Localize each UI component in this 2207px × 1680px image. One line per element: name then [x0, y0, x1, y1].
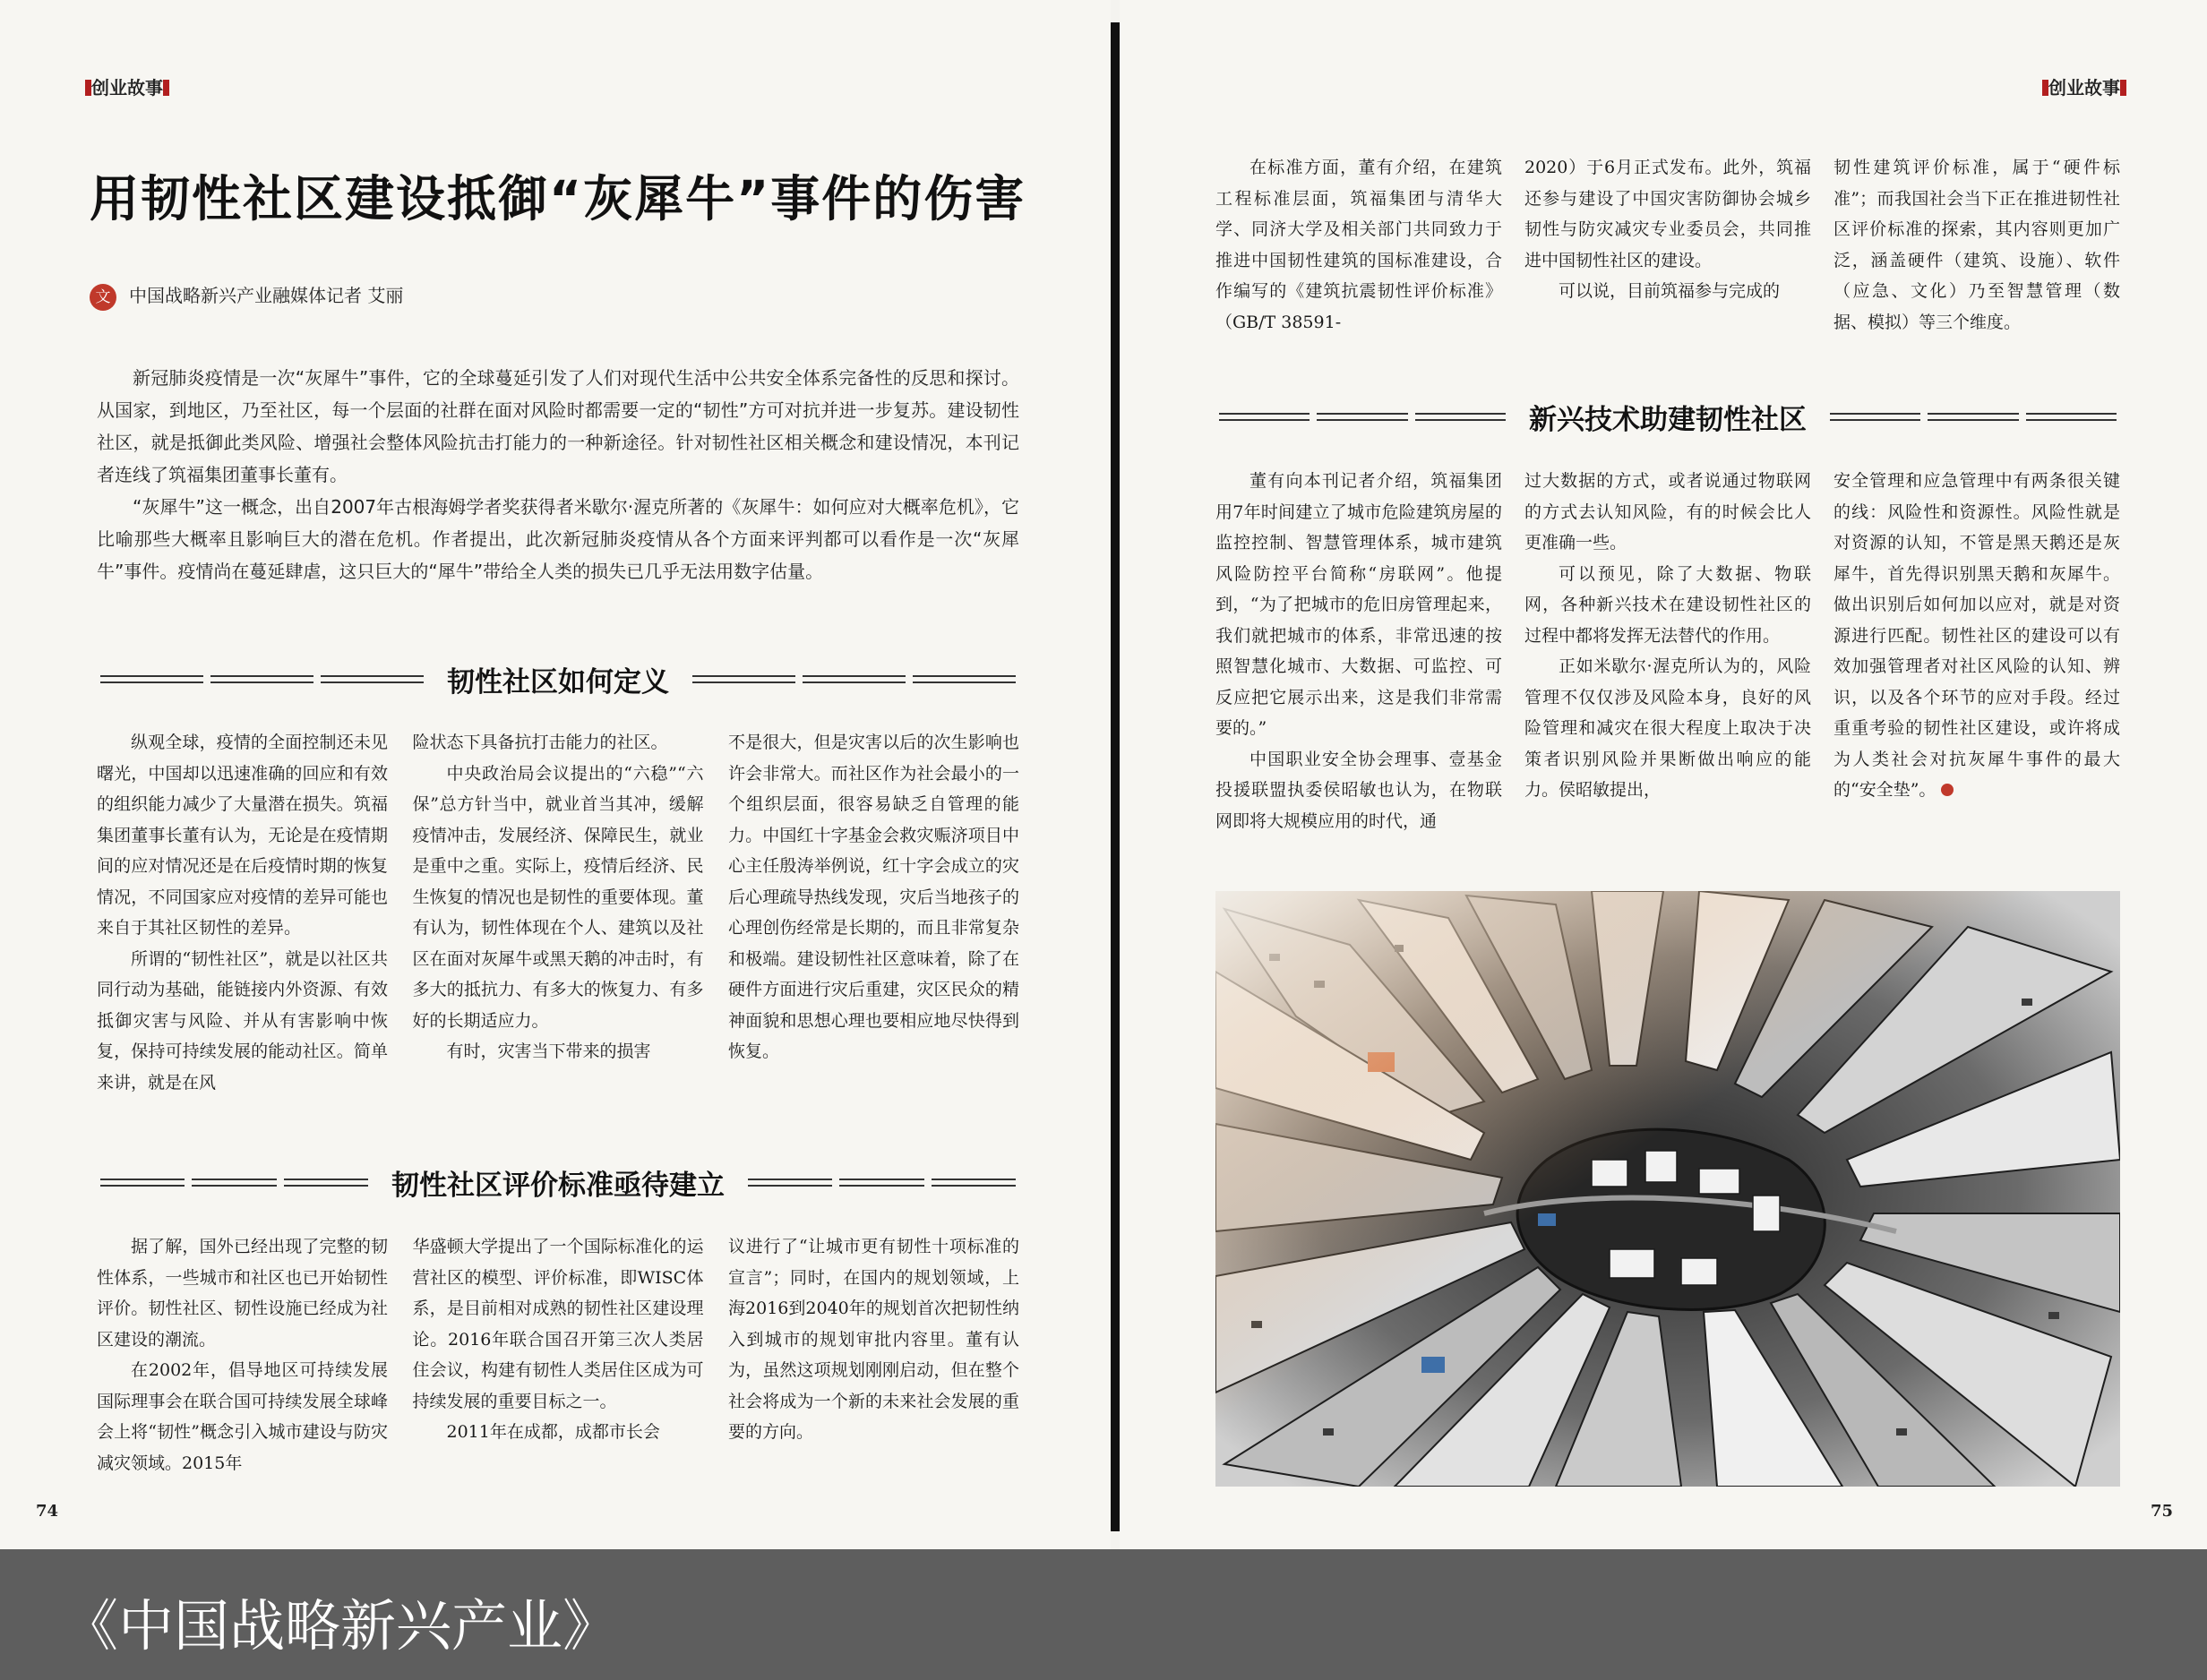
subheading-standards: [97, 1164, 1019, 1200]
paragraph: 纵观全球，疫情的全面控制还未见曙光，中国却以迅速准确的回应和有效的组织能力减少了大量潜在损失。筑福集团董事长董有认为，无论是在疫情期间的应对情况还是在后疫情时期的恢复情况，不同国家应对疫情的差异可能也来自于其社区韧性的差异。: [97, 733, 388, 938]
column: [413, 727, 704, 1130]
paragraph: 议进行了“让城市更有韧性十项标准的宣言”；同时，在国内的规划领域，上海2016到2040年的规划首次把韧性纳入到城市的规划审批内容里。董有认为，虽然这项规划刚刚启动，但在整个社会将成为一个新的未来社会发展的重要的方向。: [728, 1237, 1019, 1442]
subheading-text: 韧性社区如何定义: [447, 665, 669, 699]
end-mark-icon: [1941, 784, 1954, 796]
column: [1833, 466, 2120, 842]
paragraph: 正如米歇尔·渥克所认为的，风险管理不仅仅涉及风险本身，良好的风险管理和减灾在很大程度上取决于决策者识别风险并果断做出响应的能力。侯昭敏提出，: [1524, 656, 1811, 800]
intro-text: [97, 362, 1019, 587]
section1-columns: [97, 727, 1019, 1130]
paragraph: 不是很大，但是灾害以后的次生影响也许会非常大。而社区作为社会最小的一个组织层面，很容易缺乏自管理的能力。中国红十字基金会救灾赈济项目中心主任殷涛举例说，红十字会成立的灾后心理疏导热线发现，灾后当地孩子的心理创伤经常是长期的，而且非常复杂和极端。建设韧性社区意味着，除了在硬件方面进行灾后重建，灾区民众的精神面貌和思想心理也要相应地尽快得到恢复。: [728, 733, 1019, 1061]
author-line: 中国战略新兴产业融媒体记者 艾丽: [129, 285, 404, 306]
subheading-text: 新兴技术助建韧性社区: [1528, 403, 1807, 436]
paragraph: 董有向本刊记者介绍，筑福集团用7年时间建立了城市危险建筑房屋的监控控制、智慧管理体系，城市建筑风险防控平台简称“房联网”。他提到，“为了把城市的危旧房管理起来，我们就把城市的体系，非常迅速的按照智慧化城市、大数据、可监控、可反应把它展示出来，这是我们非常需要的。”: [1215, 471, 1502, 738]
section2-columns: [97, 1231, 1019, 1479]
page-number-right: 75: [2150, 1502, 2173, 1521]
column: [1524, 466, 1811, 842]
aerial-city-photo: [1215, 891, 2120, 1487]
rule-line: [1219, 413, 1310, 421]
section3-columns: [1215, 466, 2120, 842]
paragraph: 险状态下具备抗打击能力的社区。: [412, 733, 668, 752]
rule-line: [692, 675, 795, 683]
rule-line: [913, 675, 1016, 683]
rule-line: [932, 1179, 1016, 1187]
paragraph: 在标准方面，董有介绍，在建筑工程标准层面，筑福集团与清华大学、同济大学及相关部门共同致力于推进中国韧性建筑的国标准建设，合作编写的《建筑抗震韧性评价标准》（GB/T 38591-: [1215, 158, 1502, 332]
rule-line: [1928, 413, 2018, 421]
column: [97, 1231, 388, 1479]
rule-line: [321, 675, 424, 683]
section-tag-left: 创业故事: [85, 73, 169, 99]
rule-line: [1830, 413, 1920, 421]
caption-bar: [0, 1549, 2207, 1680]
page-number-left: 74: [36, 1502, 59, 1521]
paragraph: 安全管理和应急管理中有两条很关键的线：风险性和资源性。风险性就是对资源的认知，不管是黑天鹅还是灰犀牛，首先得识别黑天鹅和灰犀牛。做出识别后如何加以应对，就是对资源进行匹配。韧性社区的建设可以有效加强管理者对社区风险的认知、辨识，以及各个环节的应对手段。经过重重考验的韧性社区建设，或许将成为人类社会对抗灰犀牛事件的最大的“安全垫”。: [1833, 471, 2120, 800]
page-spine: [1111, 22, 1120, 1531]
paragraph: 韧性建筑评价标准，属于“硬件标准”；而我国社会当下正在推进韧性社区评价标准的探索，其内容则更加广泛，涵盖硬件（建筑、设施）、软件（应急、文化）乃至智慧管理（数据、模拟）等三个维度。: [1833, 158, 2120, 332]
article-title: 用韧性社区建设抵御“灰犀牛”事件的伤害: [90, 170, 1026, 227]
column: [1833, 152, 2120, 369]
column: [1215, 152, 1502, 369]
paragraph: 中央政治局会议提出的“六稳”“六保”总方针当中，就业首当其冲，缓解疫情冲击，发展经济、保障民生，就业是重中之重。实际上，疫情后经济、民生恢复的情况也是韧性的重要体现。董有认为，韧性体现在个人、建筑以及社区在面对灰犀牛或黑天鹅的冲击时，有多大的抵抗力、有多大的恢复力、有多好的长期适应力。: [412, 763, 704, 1031]
paragraph: 可以预见，除了大数据、物联网，各种新兴技术在建设韧性社区的过程中都将发挥无法替代的作用。: [1524, 563, 1811, 646]
top-columns: [1215, 152, 2120, 369]
paragraph: 华盛顿大学提出了一个国际标准化的运营社区的模型、评价标准，即WISC体系，是目前相对成熟的韧性社区建设理论。2016年联合国召开第三次人类居住会议，构建有韧性人类居住区成为可持续发展的重要目标之一。: [412, 1237, 704, 1411]
paragraph: 据了解，国外已经出现了完整的韧性体系，一些城市和社区也已开始韧性评价。韧性社区、韧性设施已经成为社区建设的潮流。: [97, 1237, 388, 1350]
tag-bar-icon: [2042, 80, 2048, 96]
paragraph: 有时，灾害当下带来的损害: [446, 1041, 651, 1061]
tag-bar-icon: [2120, 80, 2126, 96]
column: [97, 727, 388, 1130]
byline: [90, 281, 403, 311]
rule-line: [839, 1179, 923, 1187]
intro-paragraph: “灰犀牛”这一概念，出自2007年古根海姆学者奖获得者米歇尔·渥克所著的《灰犀牛：如何应对大概率危机》，它比喻那些大概率且影响巨大的潜在危机。作者提出，此次新冠肺炎疫情从各个方面来评判都可以看作是一次“灰犀牛”事件。疫情尚在蔓延肆虐，这只巨大的“犀牛”带给全人类的损失已几乎无法用数字估量。: [97, 496, 1019, 582]
subheading-text: 韧性社区评价标准亟待建立: [391, 1169, 725, 1202]
paragraph: 可以说，目前筑福参与完成的: [1559, 281, 1781, 301]
rule-line: [1415, 413, 1506, 421]
paragraph: 2011年在成都，成都市长会: [446, 1422, 660, 1442]
paragraph: 2020）于6月正式发布。此外，筑福还参与建设了中国灾害防御协会城乡韧性与防灾减灾专业委员会，共同推进中国韧性社区的建设。: [1524, 158, 1811, 270]
intro-paragraph: 新冠肺炎疫情是一次“灰犀牛”事件，它的全球蔓延引发了人们对现代生活中公共安全体系完备性的反思和探讨。从国家，到地区，乃至社区，每一个层面的社群在面对风险时都需要一定的“韧性”方可对抗并进一步复苏。建设韧性社区，就是抵御此类风险、增强社会整体风险抗击打能力的一种新途径。针对韧性社区相关概念和建设情况，本刊记者连线了筑福集团董事长董有。: [97, 367, 1019, 485]
paragraph: 中国职业安全协会理事、壹基金投援联盟执委侯昭敏也认为，在物联网即将大规模应用的时代，通: [1215, 749, 1502, 831]
tag-bar-icon: [85, 80, 91, 96]
paragraph: 在2002年，倡导地区可持续发展国际理事会在联合国可持续发展全球峰会上将“韧性”概念引入城市建设与防灾减灾领域。2015年: [97, 1360, 388, 1473]
rule-line: [284, 1179, 368, 1187]
column: [1524, 152, 1811, 369]
rule-line: [100, 675, 203, 683]
section-tag-right: 创业故事: [2042, 73, 2126, 99]
rule-line: [1317, 413, 1407, 421]
paragraph: 过大数据的方式，或者说通过物联网的方式去认知风险，有的时候会比人更准确一些。: [1524, 471, 1811, 553]
wen-badge-icon: 文: [90, 284, 116, 311]
left-page: [0, 0, 1111, 1549]
tag-bar-icon: [163, 80, 169, 96]
rule-line: [748, 1179, 832, 1187]
magazine-caption: 《中国战略新兴产业》: [63, 1593, 619, 1659]
subheading-definition: [97, 661, 1019, 697]
rule-line: [210, 675, 313, 683]
rule-line: [100, 1179, 185, 1187]
paragraph: 所谓的“韧性社区”，就是以社区共同行动为基础，能链接内外资源、有效抵御灾害与风险、并从有害影响中恢复，保持可持续发展的能动社区。简单来讲，就是在风: [97, 948, 388, 1093]
rule-line: [192, 1179, 276, 1187]
aerial-city-illustration: [1215, 891, 2120, 1487]
column: [728, 1231, 1019, 1479]
rule-line: [803, 675, 906, 683]
subheading-technology: [1215, 399, 2120, 434]
column: [728, 727, 1019, 1130]
column: [413, 1231, 704, 1479]
rule-line: [2026, 413, 2117, 421]
column: [1215, 466, 1502, 842]
